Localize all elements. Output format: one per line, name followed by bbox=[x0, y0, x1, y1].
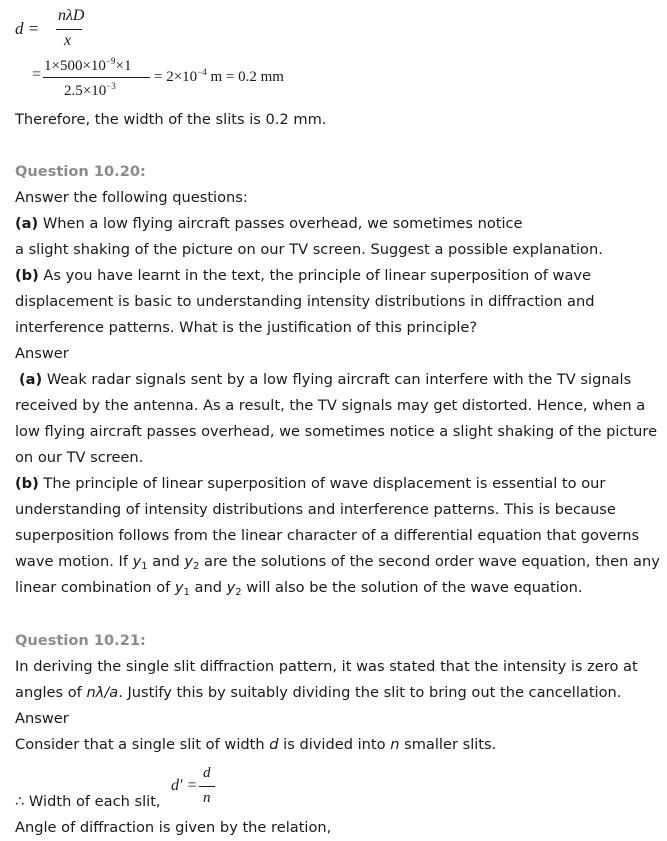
formula2-numerator: $1\times 500\times 10^{-9}\times 1$ bbox=[44, 56, 132, 74]
fraction-bar bbox=[199, 786, 215, 787]
question-heading: Question 10.20: bbox=[15, 163, 146, 180]
answer-part-b: (b) The principle of linear superposition of wave displacement is essential to our bbox=[15, 475, 606, 492]
answer-label: Answer bbox=[15, 710, 69, 727]
answer-label: Answer bbox=[15, 345, 69, 362]
formula-denominator: n bbox=[203, 790, 211, 806]
formula-denominator: x bbox=[64, 32, 72, 49]
answer-part-a-cont: received by the antenna. As a result, the TV signals may get distorted. Hence, when a bbox=[15, 397, 646, 414]
question-text: angles of nλ/a. Justify this by suitably dividing the slit to bring out the cancellation. bbox=[15, 684, 622, 701]
question-part-a: (a) When a low flying aircraft passes overhead, we sometimes notice bbox=[15, 215, 523, 232]
answer-part-a: (a) Weak radar signals sent by a low flying aircraft can interfere with the TV signals bbox=[19, 371, 632, 388]
formula-numerator: nλD bbox=[58, 7, 85, 24]
answer-part-a-cont: low flying aircraft passes overhead, we sometimes notice a slight shaking of the picture bbox=[15, 423, 658, 440]
question-part-b-cont: displacement is basic to understanding intensity distributions in diffraction and bbox=[15, 293, 595, 310]
formula-numerator: d bbox=[203, 765, 211, 781]
formula2-result: = $2\times 10^{-4}$ m = 0.2 mm bbox=[154, 67, 284, 85]
question-heading: Question 10.21: bbox=[15, 632, 146, 649]
question-part-b: (b) As you have learnt in the text, the principle of linear superposition of wave bbox=[15, 267, 592, 284]
answer-part-b-cont: wave motion. If $y_1$ and $y_2$ are the solutions of the second order wave equation, then any bbox=[15, 553, 660, 572]
formula-lhs: d = bbox=[15, 19, 40, 38]
answer-part-a-cont: on our TV screen. bbox=[15, 449, 144, 466]
question-part-b-cont: interference patterns. What is the justification of this principle? bbox=[15, 319, 478, 336]
answer-text: Angle of diffraction is given by the relation, bbox=[15, 819, 332, 836]
answer-text: ∴ Width of each slit, bbox=[15, 793, 161, 810]
answer-text: Consider that a single slit of width d is divided into n smaller slits. bbox=[15, 736, 497, 753]
formula2-denominator: $2.5\times 10^{-3}$ bbox=[64, 81, 116, 99]
formula-lhs: d′ = bbox=[171, 777, 198, 794]
conclusion-text: Therefore, the width of the slits is 0.2 mm. bbox=[15, 111, 327, 128]
question-intro: Answer the following questions: bbox=[15, 189, 248, 206]
answer-part-b-cont: linear combination of $y_1$ and $y_2$ will also be the solution of the wave equation. bbox=[15, 579, 583, 598]
question-text: In deriving the single slit diffraction pattern, it was stated that the intensity is zero at bbox=[15, 658, 638, 675]
fraction-bar bbox=[43, 77, 150, 78]
formula2-eq: = bbox=[32, 66, 42, 83]
question-part-a-cont: a slight shaking of the picture on our TV screen. Suggest a possible explanation. bbox=[15, 241, 603, 258]
fraction-bar bbox=[56, 29, 82, 30]
answer-part-b-cont: understanding of intensity distributions and interference patterns. This is because bbox=[15, 501, 616, 518]
answer-part-b-cont: superposition follows from the linear character of a differential equation that governs bbox=[15, 527, 640, 544]
